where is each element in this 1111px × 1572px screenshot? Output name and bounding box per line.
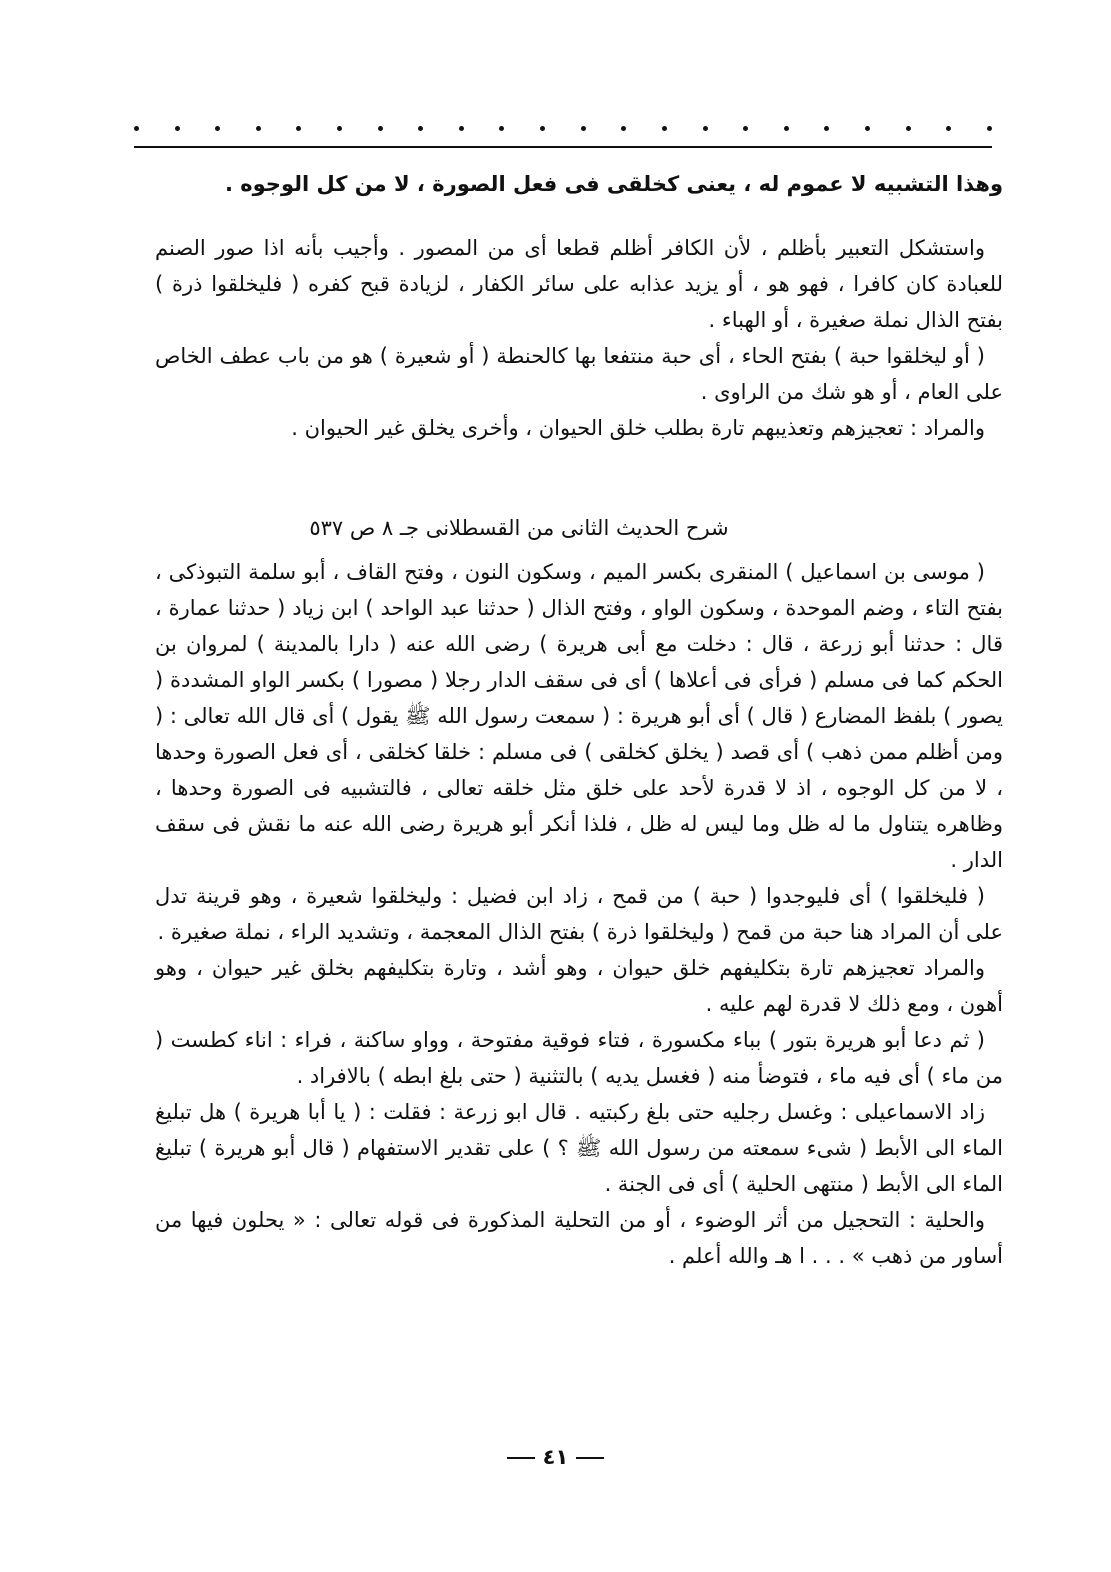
paragraph: ( موسى بن اسماعيل ) المنقرى بكسر الميم ، وسكون النون ، وفتح القاف ، أبو سلمة التبوذكى ، بفتح التاء ، وضم الموحدة ، وسكون الواو ، وفتح الذال ( حدثنا عبد الواحد ) ابن زياد ( حدثنا عمارة ، قال : حدثنا أبو زرعة ، قال : دخلت مع أبى هريرة ) رضى الله عنه ( دارا بالمدينة ) لمروان بن الحكم كما فى مسلم ( فرأى فى أعلاها ) أى فى سقف الدار رجلا ( مصورا ) بكسر الواو المشددة ( يصور ) بلفظ المضارع ( قال ) أى أبو هريرة : ( سمعت رسول الله ﷺ يقول ) أى قال الله تعالى : ( ومن أظلم ممن ذهب ) أى قصد ( يخلق كخلقى ) فى مسلم : خلقا كخلقى ، أى فعل الصورة وحدها ، لا من كل الوجوه ، اذ لا قدرة لأحد على خلق مثل خلقه تعالى ، فالتشبيه فى الصورة وحدها ، وظاهره يتناول ما له ظل وما ليس له ظل ، فلذا أنكر أبو هريرة رضى الله عنه ما نقش فى سقف الدار . — [155, 560, 1003, 872]
paragraph: واستشكل التعبير بأظلم ، لأن الكافر أظلم قطعا أى من المصور . وأجيب بأنه اذا صور الصنم للعبادة كان كافرا ، فهو هو ، أو يزيد عذابه على سائر الكفار ، لزيادة قبح كفره ( فليخلقوا ذرة ) بفتح الذال نملة صغيرة ، أو الهباء . — [155, 236, 1003, 332]
rule-dot — [703, 126, 708, 131]
rule-dot — [296, 126, 301, 131]
rule-dot — [743, 126, 748, 131]
commentary-section-1 — [155, 230, 1003, 446]
folio-dash — [507, 1457, 535, 1459]
commentary-section-2 — [155, 554, 1003, 1274]
rule-dot — [540, 126, 545, 131]
rule-dot — [581, 126, 586, 131]
paragraph: زاد الاسماعيلى : وغسل رجليه حتى بلغ ركبتيه . قال ابو زرعة : فقلت : ( يا أبا هريرة ) هل تبليغ الماء الى الأبط ( شىء سمعته من رسول الله ﷺ ؟ ) على تقدير الاستفهام ( قال أبو هريرة ) تبليغ الماء الى الأبط ( منتهى الحلية ) أى فى الجنة . — [155, 1100, 1003, 1196]
folio-dash — [576, 1457, 604, 1459]
rule-dot — [824, 126, 829, 131]
rule-dot — [499, 126, 504, 131]
rule-dot — [987, 126, 992, 131]
rule-dot — [946, 126, 951, 131]
rule-dot — [621, 126, 626, 131]
paragraph: ( فليخلقوا ) أى فليوجدوا ( حبة ) من قمح ، زاد ابن فضيل : وليخلقوا شعيرة ، وهو قرينة تدل على أن المراد هنا حبة من قمح ( وليخلقوا ذرة ) بفتح الذال المعجمة ، وتشديد الراء ، نملة صغيرة . — [155, 884, 1003, 944]
continued-line-text: وهذا التشبيه لا عموم له ، يعنى كخلقى فى فعل الصورة ، لا من كل الوجوه . — [224, 172, 1003, 196]
page-folio — [0, 1445, 1111, 1469]
rule-dot — [662, 126, 667, 131]
rule-dot — [378, 126, 383, 131]
rule-dot — [784, 126, 789, 131]
rule-dot — [418, 126, 423, 131]
paragraph: والمراد : تعجيزهم وتعذيبهم تارة بطلب خلق الحيوان ، وأخرى يخلق غير الحيوان . — [291, 416, 985, 440]
rule-dot — [134, 126, 139, 131]
rule-dot — [175, 126, 180, 131]
rule-dot — [865, 126, 870, 131]
rule-dot — [256, 126, 261, 131]
rule-dot — [215, 126, 220, 131]
header-dotted-rule — [134, 126, 992, 146]
header-rule-line — [134, 146, 992, 148]
rule-dot — [337, 126, 342, 131]
paragraph: والمراد تعجيزهم تارة بتكليفهم خلق حيوان ، وهو أشد ، وتارة بتكليفهم بخلق غير حيوان ، وهو أهون ، ومع ذلك لا قدرة لهم عليه . — [155, 956, 1003, 1016]
section-heading: شرح الحديث الثانى من القسطلانى جـ ٨ ص ٥٣٧ — [309, 516, 729, 540]
paragraph: ( ثم دعا أبو هريرة بتور ) بباء مكسورة ، فتاء فوقية مفتوحة ، وواو ساكنة ، فراء : اناء كطست ( من ماء ) أى فيه ماء ، فتوضأ منه ( فغسل يديه ) بالتثنية ( حتى بلغ ابطه ) بالافراد . — [155, 1028, 1003, 1088]
continued-line — [155, 166, 1003, 202]
rule-dot — [459, 126, 464, 131]
page-number: ٤١ — [542, 1445, 569, 1469]
dot-row — [134, 126, 992, 136]
rule-dot — [906, 126, 911, 131]
paragraph: ( أو ليخلقوا حبة ) بفتح الحاء ، أى حبة منتفعا بها كالحنطة ( أو شعيرة ) هو من باب عطف الخاص على العام ، أو هو شك من الراوى . — [155, 344, 1003, 404]
paragraph: والحلية : التحجيل من أثر الوضوء ، أو من التحلية المذكورة فى قوله تعالى : « يحلون فيها من أساور من ذهب » . . . ا هـ والله أعلم . — [155, 1208, 1003, 1268]
